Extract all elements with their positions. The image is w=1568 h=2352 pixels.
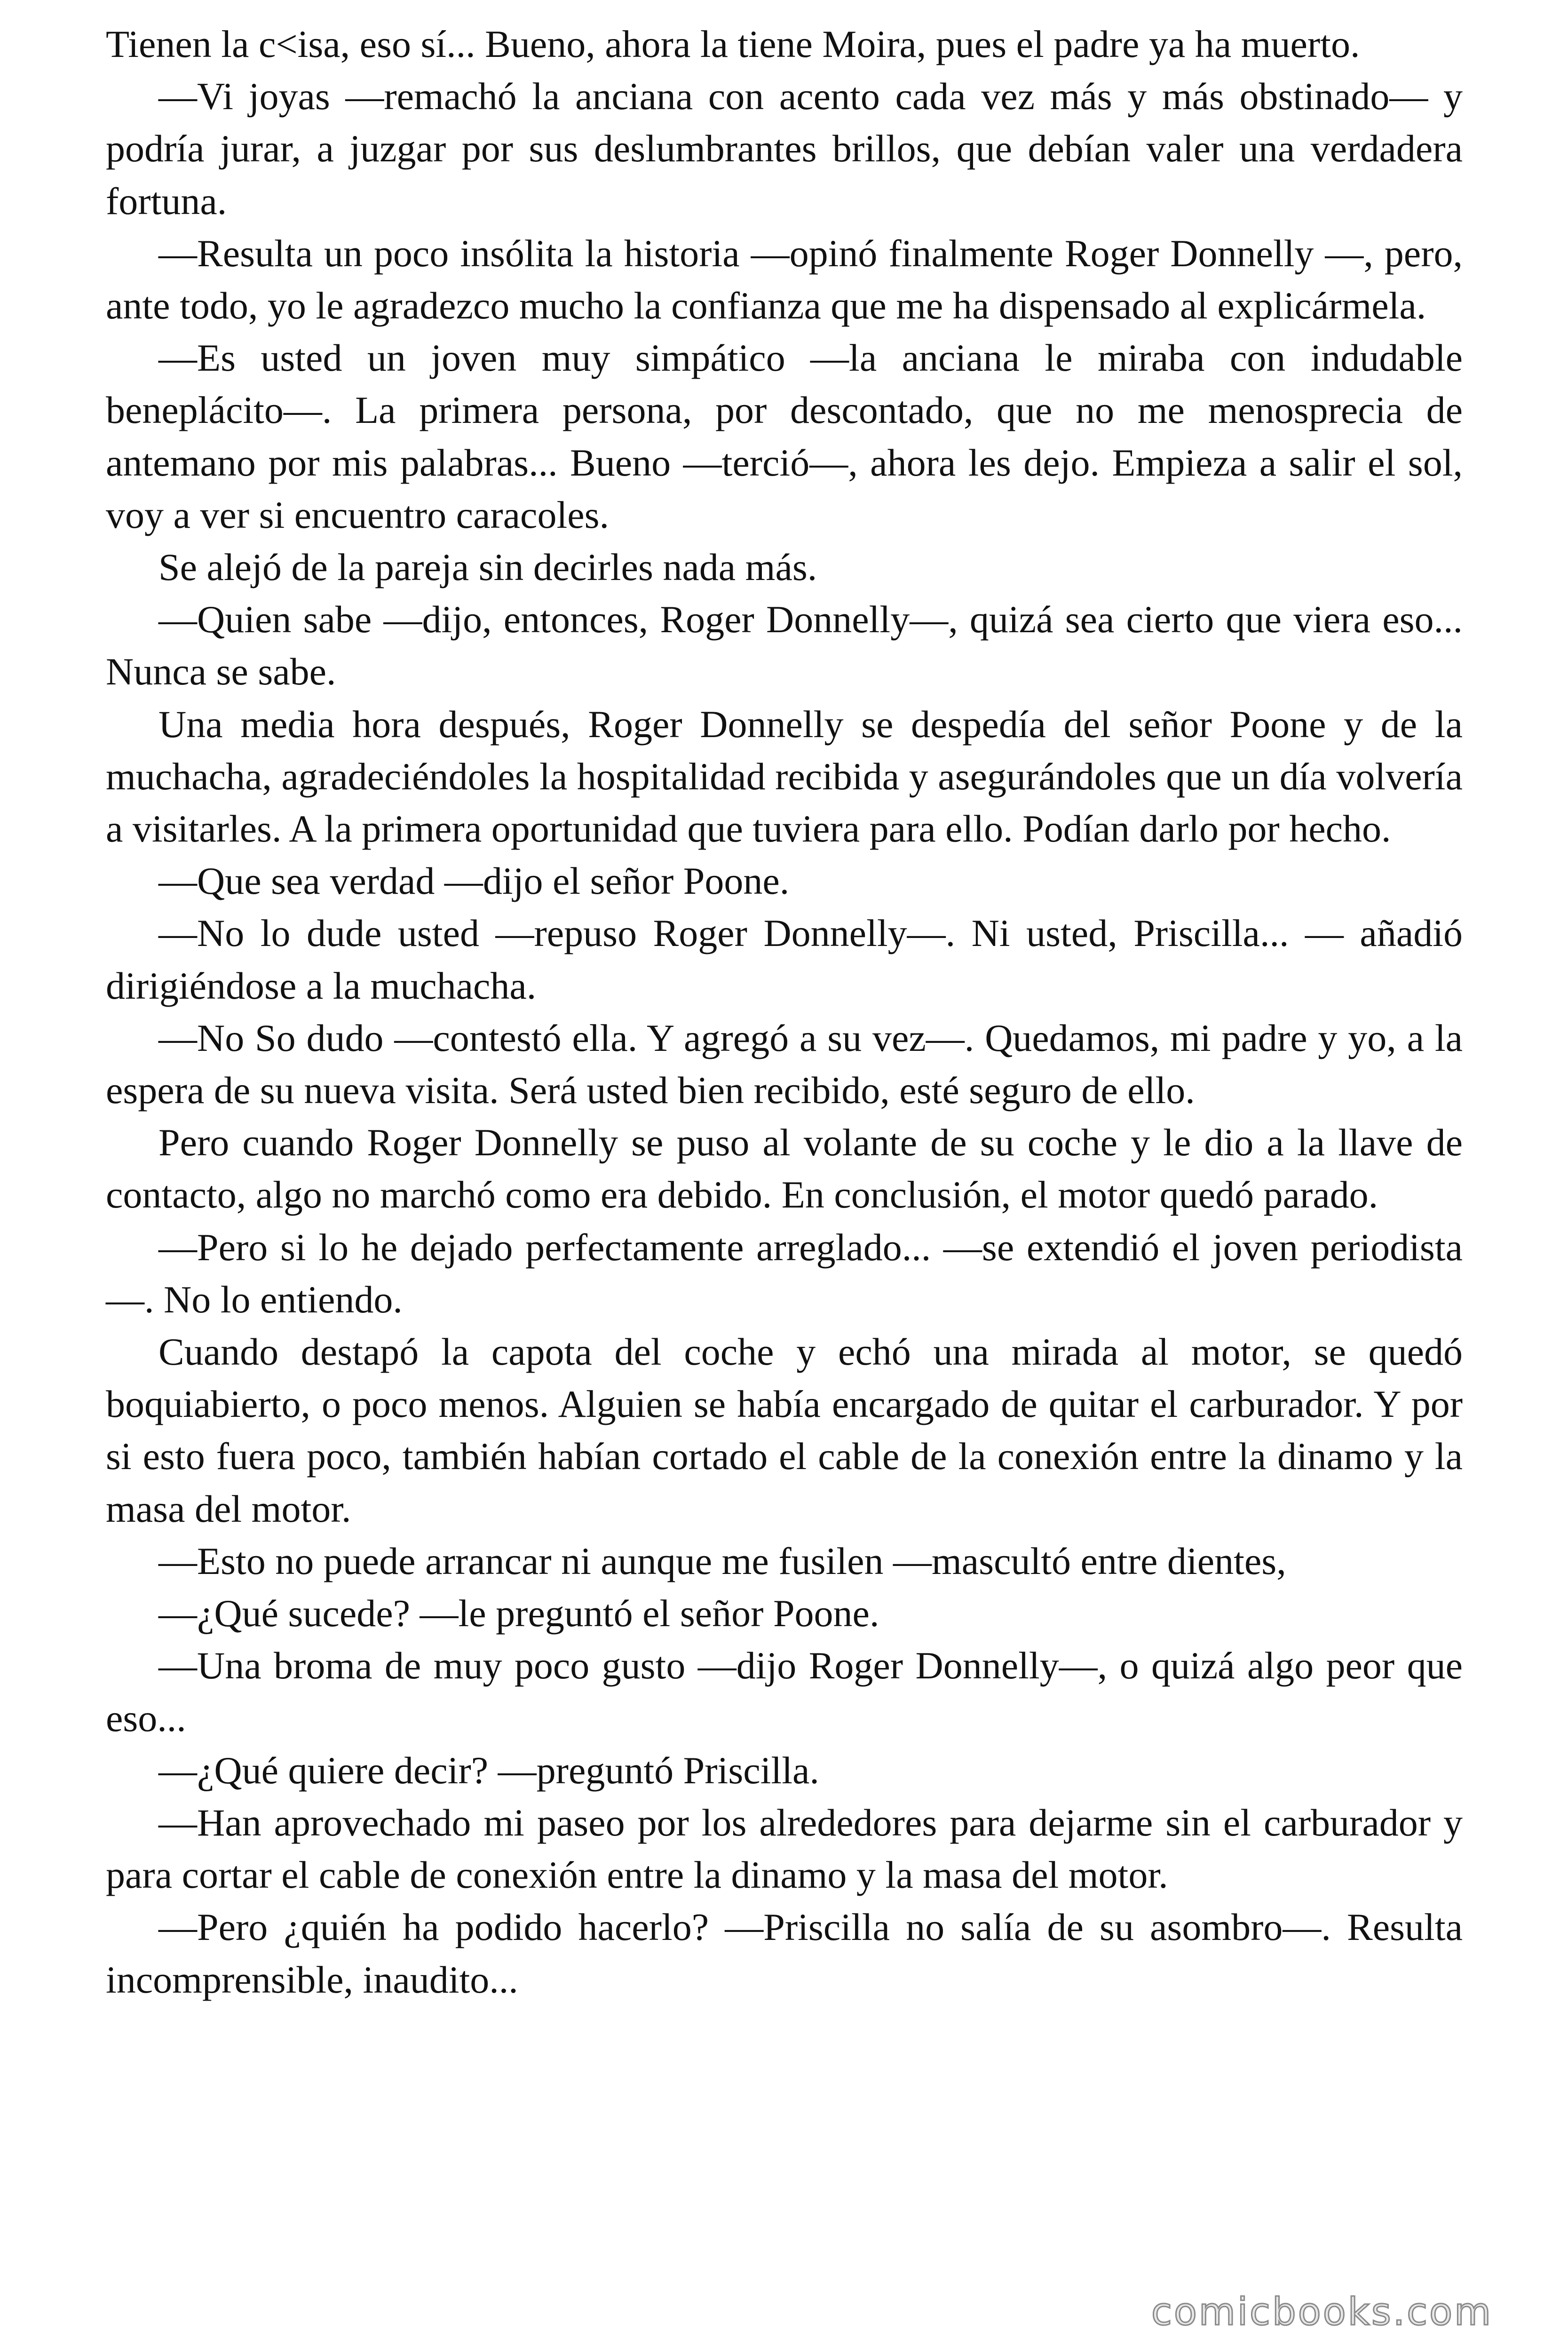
paragraph-10: —No So dudo —contestó ella. Y agregó a su vez—. Quedamos, mi padre y yo, a la espera de su nueva visita. Será usted bien recibido, esté seguro de ello. [106, 1016, 1463, 1112]
paragraph-19: —Pero ¿quién ha podido hacerlo? —Priscilla no salía de su asombro—. Resulta incomprensible, inaudito... [106, 1906, 1463, 2001]
paragraph-1: Tienen la c<isa, eso sí... Bueno, ahora la tiene Moira, pues el padre ya ha muerto. [106, 23, 1360, 65]
paragraph-7: Una media hora después, Roger Donnelly se despedía del señor Poone y de la muchacha, agradeciéndoles la hospitalidad recibida y asegurándoles que un día volvería a visitarles. A la primera oportunidad que tuviera para ello. Podían darlo por hecho. [106, 702, 1463, 850]
paragraph-6: —Quien sabe —dijo, entonces, Roger Donnelly—, quizá sea cierto que viera eso... Nunca se sabe. [106, 598, 1463, 693]
paragraph-8: —Que sea verdad —dijo el señor Poone. [158, 859, 790, 903]
paragraph-16: —Una broma de muy poco gusto —dijo Roger Donnelly—, o quizá algo peor que eso... [106, 1644, 1463, 1740]
paragraph-13: Cuando destapó la capota del coche y echó una mirada al motor, se quedó boquiabierto, o poco menos. Alguien se había encargado de quitar el carburador. Y por si esto fuera poco, también habían cortado el cable de la conexión entre la dinamo y la masa del motor. [106, 1330, 1463, 1530]
paragraph-11: Pero cuando Roger Donnelly se puso al volante de su coche y le dio a la llave de contacto, algo no marchó como era debido. En conclusión, el motor quedó parado. [106, 1121, 1463, 1216]
paragraph-17: —¿Qué quiere decir? —preguntó Priscilla. [158, 1748, 819, 1792]
paragraph-18: —Han aprovechado mi paseo por los alrededores para dejarme sin el carburador y para cortar el cable de conexión entre la dinamo y la masa del motor. [106, 1801, 1463, 1897]
paragraph-15: —¿Qué sucede? —le preguntó el señor Poone. [158, 1592, 879, 1635]
paragraph-3: —Resulta un poco insólita la historia —opinó finalmente Roger Donnelly —, pero, ante todo, yo le agradezco mucho la confianza que me ha dispensado al explicármela. [106, 231, 1463, 327]
paragraph-9: —No lo dude usted —repuso Roger Donnelly—. Ni usted, Priscilla... — añadió dirigiéndose a la muchacha. [106, 912, 1463, 1007]
paragraph-14: —Esto no puede arrancar ni aunque me fusilen —mascultó entre dientes, [158, 1539, 1286, 1582]
site-watermark: comicbooks.com [1151, 2290, 1493, 2334]
paragraph-2: —Vi joyas —remachó la anciana con acento cada vez más y más obstinado— y podría jurar, a juzgar por sus deslumbrantes brillos, que debían valer una verdadera fortuna. [106, 75, 1463, 222]
paragraph-5: Se alejó de la pareja sin decirles nada más. [158, 546, 817, 589]
body-text [106, 18, 1463, 2006]
paragraph-12: —Pero si lo he dejado perfectamente arreglado... —se extendió el joven periodista—. No lo entiendo. [106, 1225, 1463, 1321]
paragraph-4: —Es usted un joven muy simpático —la anciana le miraba con indudable beneplácito—. La primera persona, por descontado, que no me menosprecia de antemano por mis palabras... Bueno —terció—, ahora les dejo. Empieza a salir el sol, voy a ver si encuentro caracoles. [106, 336, 1463, 536]
